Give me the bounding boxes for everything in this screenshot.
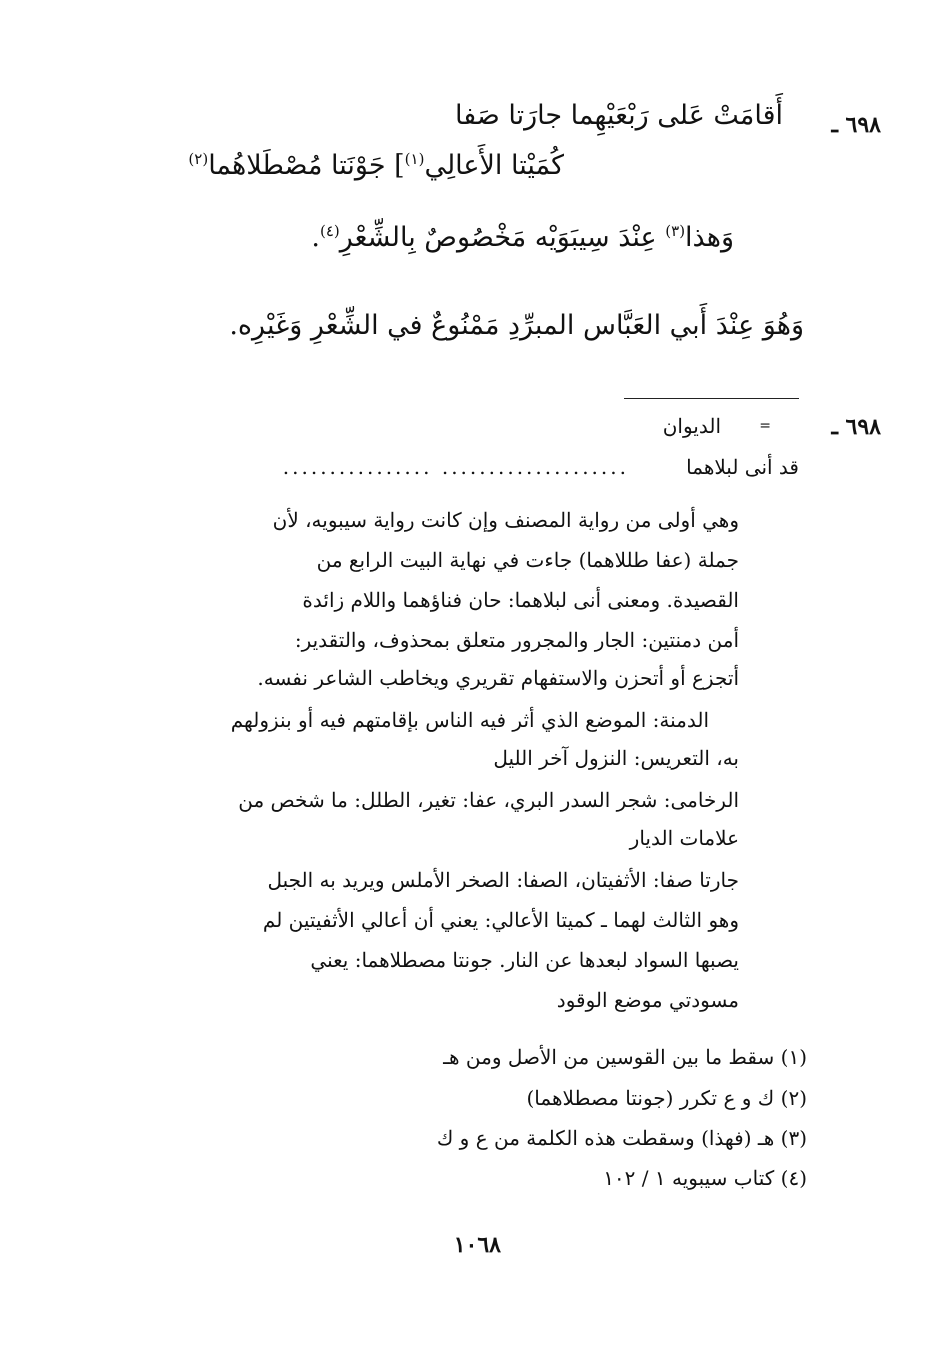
notes-verse-number: ٦٩٨ ـ [831,414,881,440]
footnote: (١) سقط ما بين القوسين من الأصل ومن هـ [443,1045,807,1069]
notes-line: الرخامى: شجر السدر البري، عفا: تغير، الطلل: ما شخص من [238,788,739,812]
commentary-text-a: وَهذا [685,222,734,253]
notes-line: أمن دمنتين: الجار والمجرور متعلق بمحذوف، والتقدير: [294,628,739,652]
footnote-marker-1: (١) [404,150,425,168]
notes-line: به، التعريس: النزول آخر الليل [493,746,739,770]
footnote: (٤) كتاب سيبويه ١ / ١٠٢ [603,1166,807,1190]
notes-line: علامات الديار [629,826,739,850]
notes-line: جارتا صفا: الأثفيتان، الصفا: الصخر الأملس ويريد به الجبل [267,868,739,892]
notes-line: وهي أولى من رواية المصنف وإن كانت رواية سيبويه، لأن [272,508,739,532]
commentary-text-b: عِنْدَ سِيبَوَيْه مَخْصُوصٌ بِالشِّعْرِ [339,222,657,253]
commentary-line-2: وَهُوَ عِنْدَ أَبي العَبَّاس المبرِّدِ مَمْنُوعٌ في الشِّعْرِ وَغَيْرِه. [229,310,804,341]
notes-dots: .................... ................ [282,455,629,479]
notes-line: الدمنة: الموضع الذي أثر فيه الناس بإقامتهم فيه أو بنزولهم [230,708,709,732]
notes-line: أتجزع أو أتحزن والاستفهام تقريري ويخاطب الشاعر نفسه. [257,666,739,690]
notes-separator [624,398,799,399]
notes-line: يصبها السواد لبعدها عن النار. جونتا مصطلاهما: يعني [310,948,739,972]
commentary-line-1 [311,222,734,253]
footnote-marker-2: (٢) [188,150,209,168]
footnote: (٣) هـ (فهذا) وسقطت هذه الكلمة من ع و ك [436,1126,807,1150]
verse-line-2-tail: جَوْنَتا مُصْطَلاهُما [208,150,386,181]
commentary-period: . [311,222,320,253]
verse-number: ٦٩٨ ـ [831,112,881,138]
footnote: (٢) ك و ع تكرر (جونتا مصطلاهما) [526,1086,807,1110]
footnote-marker-3: (٣) [665,222,686,240]
page-number: ١٠٦٨ [453,1232,501,1258]
notes-line: وهو الثالث لهما ـ كميتا الأعالي: يعني أن أعالي الأثفيتين لم [262,908,739,932]
notes-dash: = [759,418,771,434]
verse-bracket: ] [394,150,405,181]
notes-line: جملة (عفا طللاهما) جاءت في نهاية البيت الرابع من [316,548,739,572]
footnote-marker-4: (٤) [319,222,340,240]
notes-line: مسودتي موضع الوقود [556,988,739,1012]
verse-line-1: أَقامَتْ عَلى رَبْعَيْهِما جارَتا صَفا [454,100,783,131]
notes-source: الديوان [662,414,721,438]
notes-line: القصيدة. ومعنى أنى لبلاهما: حان فناؤهما واللام زائدة [302,588,739,612]
verse-line-2-text: كُمَيْتا الأَعالِي [424,150,564,181]
verse-line-2 [188,150,564,181]
notes-quote: قد أنى لبلاهما [686,455,799,479]
